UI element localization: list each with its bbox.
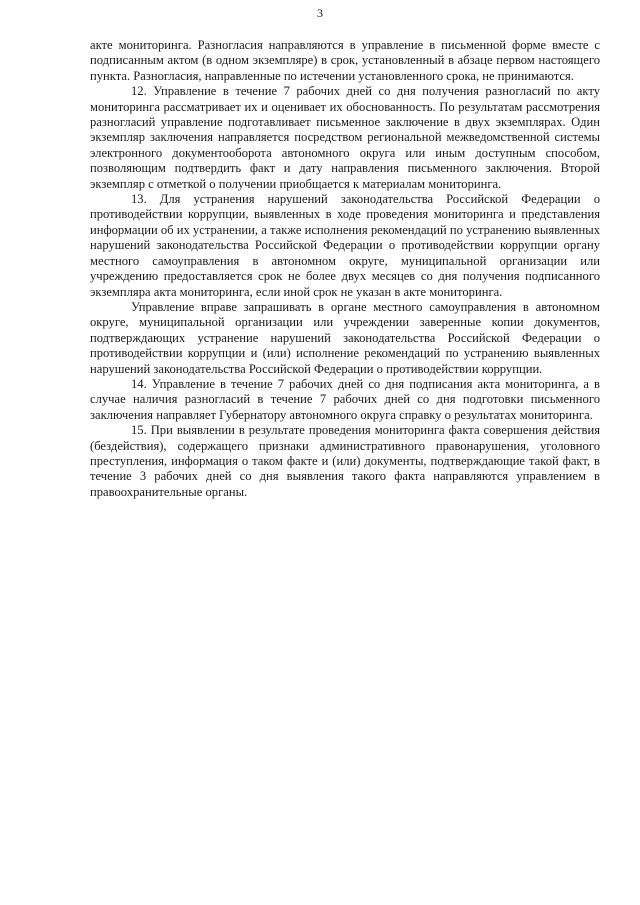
paragraph-item-12: 12. Управление в течение 7 рабочих дней со дня получения разногласий по акту мониторинга рассматривает их и оценивает их обоснованность. По результатам рассмотрения разногласий управление подготавливает письменное заключение в двух экземплярах. Один экземпляр заключения направляется посредством региональной межведомственной системы электронного документооборота автономного округа или иным доступным способом, позволяющим подтвердить факт и дату направления письменного заключения. Второй экземпляр с отметкой о получении приобщается к материалам мониторинга. (90, 84, 600, 191)
paragraph-item-13-part-2: Управление вправе запрашивать в органе местного самоуправления в автономном округе, муниципальной организации или учреждении заверенные копии документов, подтверждающих устранение нарушений законодательства Российской Федерации о противодействии коррупции и (или) исполнение рекомендаций по устранению выявленных нарушений законодательства Российской Федерации о противодействии коррупции. (90, 299, 600, 376)
paragraph-item-13: 13. Для устранения нарушений законодательства Российской Федерации о противодействии коррупции, выявленных в ходе проведения мониторинга и представления информации об их устранении, а также исполнения рекомендаций по устранению выявленных нарушений законодательства Российской Федерации о противодействии коррупции органу местного самоуправления в автономном округе, муниципальной организации или учреждению предоставляется срок не более двух месяцев со дня получения подписанного экземпляра акта мониторинга, если иной срок не указан в акте мониторинга. (90, 192, 600, 299)
paragraph-continuation: акте мониторинга. Разногласия направляются в управление в письменной форме вместе с подписанным актом (в одном экземпляре) в срок, установленный в абзаце первом настоящего пункта. Разногласия, направленные по истечении установленного срока, не принимаются. (90, 38, 600, 83)
page-number: 3 (317, 6, 323, 20)
document-body (90, 38, 600, 500)
paragraph-item-14: 14. Управление в течение 7 рабочих дней со дня подписания акта мониторинга, а в случае наличия разногласий в течение 7 рабочих дней со дня подготовки письменного заключения направляет Губернатору автономного округа справку о результатах мониторинга. (90, 376, 600, 422)
paragraph-item-15: 15. При выявлении в результате проведения мониторинга факта совершения действия (бездействия), содержащего признаки административного правонарушения, уголовного преступления, информация о таком факте и (или) документы, подтверждающие такой факт, в течение 3 рабочих дней со дня выявления такого факта направляются управлением в правоохранительные органы. (90, 423, 600, 499)
